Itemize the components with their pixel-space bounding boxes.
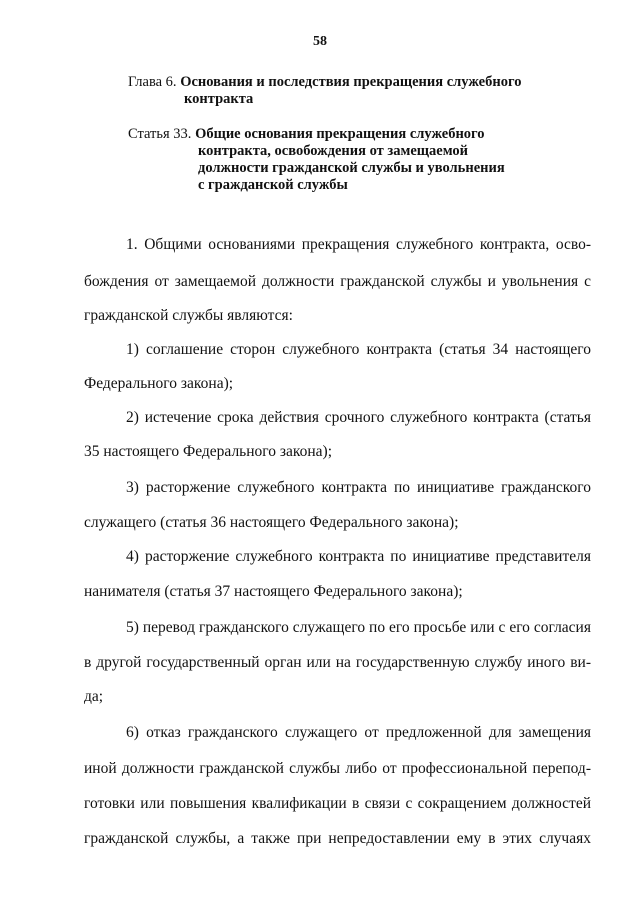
body-line: да;	[84, 688, 104, 705]
article-heading	[128, 126, 505, 194]
chapter-heading	[128, 74, 521, 108]
chapter-title-part-1: Основания и последствия прекращения служебного	[180, 74, 522, 90]
body-line: 5) перевод гражданского служащего по его просьбе или с его согласия	[126, 619, 591, 636]
body-line: 2) истечение срока действия срочного служебного контракта (статья	[126, 409, 591, 426]
body-line: 35 настоящего Федерального закона);	[84, 443, 333, 460]
chapter-heading-line-1	[128, 74, 521, 91]
body-line: нанимателя (статья 37 настоящего Федерального закона);	[84, 583, 463, 600]
body-line: в другой государственный орган или на государственную службу иного ви-	[84, 654, 591, 671]
body-line: 1. Общими основаниями прекращения служебного контракта, осво-	[126, 236, 591, 253]
article-title-part-3: должности гражданской службы и увольнения	[198, 160, 505, 176]
body-line: служащего (статья 36 настоящего Федерального закона);	[84, 514, 459, 531]
article-title-part-2: контракта, освобождения от замещаемой	[198, 143, 469, 159]
page-number: 58	[313, 34, 327, 49]
body-line: гражданской службы являются:	[84, 307, 293, 324]
body-line: 1) соглашение сторон служебного контракта (статья 34 настоящего	[126, 341, 591, 358]
article-title-part-4: с гражданской службы	[198, 177, 348, 193]
chapter-title-part-2: контракта	[184, 91, 254, 107]
chapter-label: Глава 6.	[128, 74, 177, 90]
body-line: гражданской службы, а также при непредоставлении ему в этих случаях	[84, 830, 591, 847]
body-line: готовки или повышения квалификации в связи с сокращением должностей	[84, 795, 591, 812]
body-line: Федерального закона);	[84, 375, 234, 392]
article-title-part-1: Общие основания прекращения служебного	[195, 126, 485, 142]
body-line: бождения от замещаемой должности гражданской службы и увольнения с	[84, 273, 591, 290]
body-line: 6) отказ гражданского служащего от предложенной для замещения	[126, 724, 591, 741]
article-label: Статья 33.	[128, 126, 192, 142]
body-line: иной должности гражданской службы либо от профессиональной перепод-	[84, 760, 591, 777]
body-line: 4) расторжение служебного контракта по инициативе представителя	[126, 548, 591, 565]
article-heading-line-1	[128, 126, 505, 143]
body-line: 3) расторжение служебного контракта по инициативе гражданского	[126, 479, 591, 496]
